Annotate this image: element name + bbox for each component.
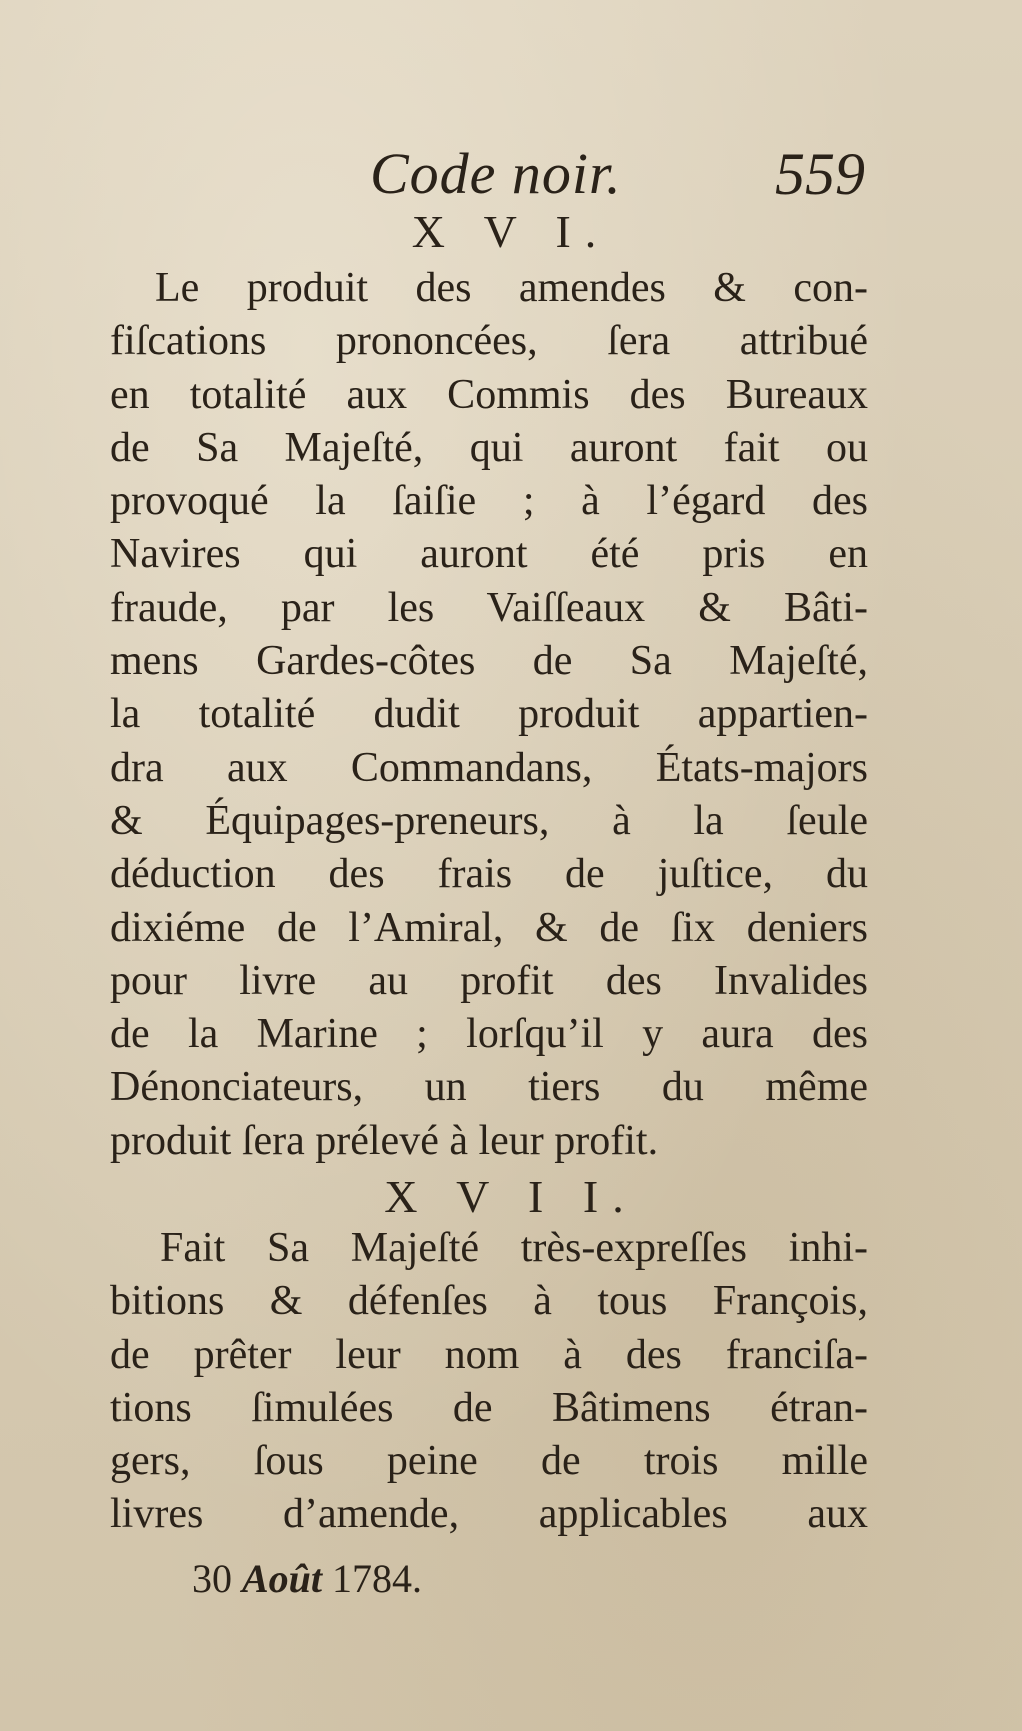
article-17-heading: X V I I. bbox=[384, 1171, 638, 1222]
text-line: en totalité aux Commis des Bureaux bbox=[110, 371, 868, 418]
text-line: produit ſera prélevé à leur profit. bbox=[110, 1117, 659, 1164]
text-line: pour livre au profit des Invalides bbox=[110, 957, 868, 1004]
page-header bbox=[0, 140, 1022, 210]
date-day: 30 bbox=[192, 1556, 232, 1601]
text-line: gers, ſous peine de trois mille bbox=[110, 1438, 868, 1485]
text-line: fraude, par les Vaiſſeaux & Bâti- bbox=[110, 584, 868, 631]
text-line: de prêter leur nom à des franciſa- bbox=[110, 1331, 868, 1378]
article-16-text bbox=[110, 262, 868, 1168]
text-line: Dénonciateurs, un tiers du même bbox=[110, 1064, 868, 1111]
text-line: & Équipages-preneurs, à la ſeule bbox=[110, 797, 868, 844]
date-month: Août bbox=[242, 1556, 323, 1601]
text-line: tions ſimulées de Bâtimens étran- bbox=[110, 1384, 868, 1431]
text-line: provoqué la ſaiſie ; à l’égard des bbox=[110, 478, 868, 525]
text-line: Navires qui auront été pris en bbox=[110, 531, 868, 578]
text-line: livres d’amende, applicables aux bbox=[110, 1491, 868, 1538]
text-line: de la Marine ; lorſqu’il y aura des bbox=[110, 1011, 868, 1058]
text-line: fiſcations prononcées, ſera attribué bbox=[110, 318, 868, 365]
text-line: dixiéme de l’Amiral, & de ſix deniers bbox=[110, 904, 868, 951]
running-title: Code noir. bbox=[370, 141, 622, 206]
text-line: déduction des frais de juſtice, du bbox=[110, 851, 868, 898]
article-17-text bbox=[110, 1222, 868, 1542]
text-line: de Sa Majeſté, qui auront fait ou bbox=[110, 424, 868, 471]
text-line: bitions & défenſes à tous François, bbox=[110, 1278, 868, 1325]
date-year: 1784. bbox=[332, 1556, 423, 1601]
page-number: 559 bbox=[775, 141, 865, 207]
text-line: Le produit des amendes & con- bbox=[155, 265, 868, 311]
article-16-heading: X V I. bbox=[411, 206, 611, 257]
text-line: la totalité dudit produit appartien- bbox=[110, 691, 868, 738]
text-line: Fait Sa Majeſté très-expreſſes inhi- bbox=[160, 1225, 868, 1271]
text-line: dra aux Commandans, États-majors bbox=[110, 744, 868, 791]
text-line: mens Gardes-côtes de Sa Majeſté, bbox=[110, 638, 868, 685]
footer-date bbox=[192, 1555, 422, 1602]
